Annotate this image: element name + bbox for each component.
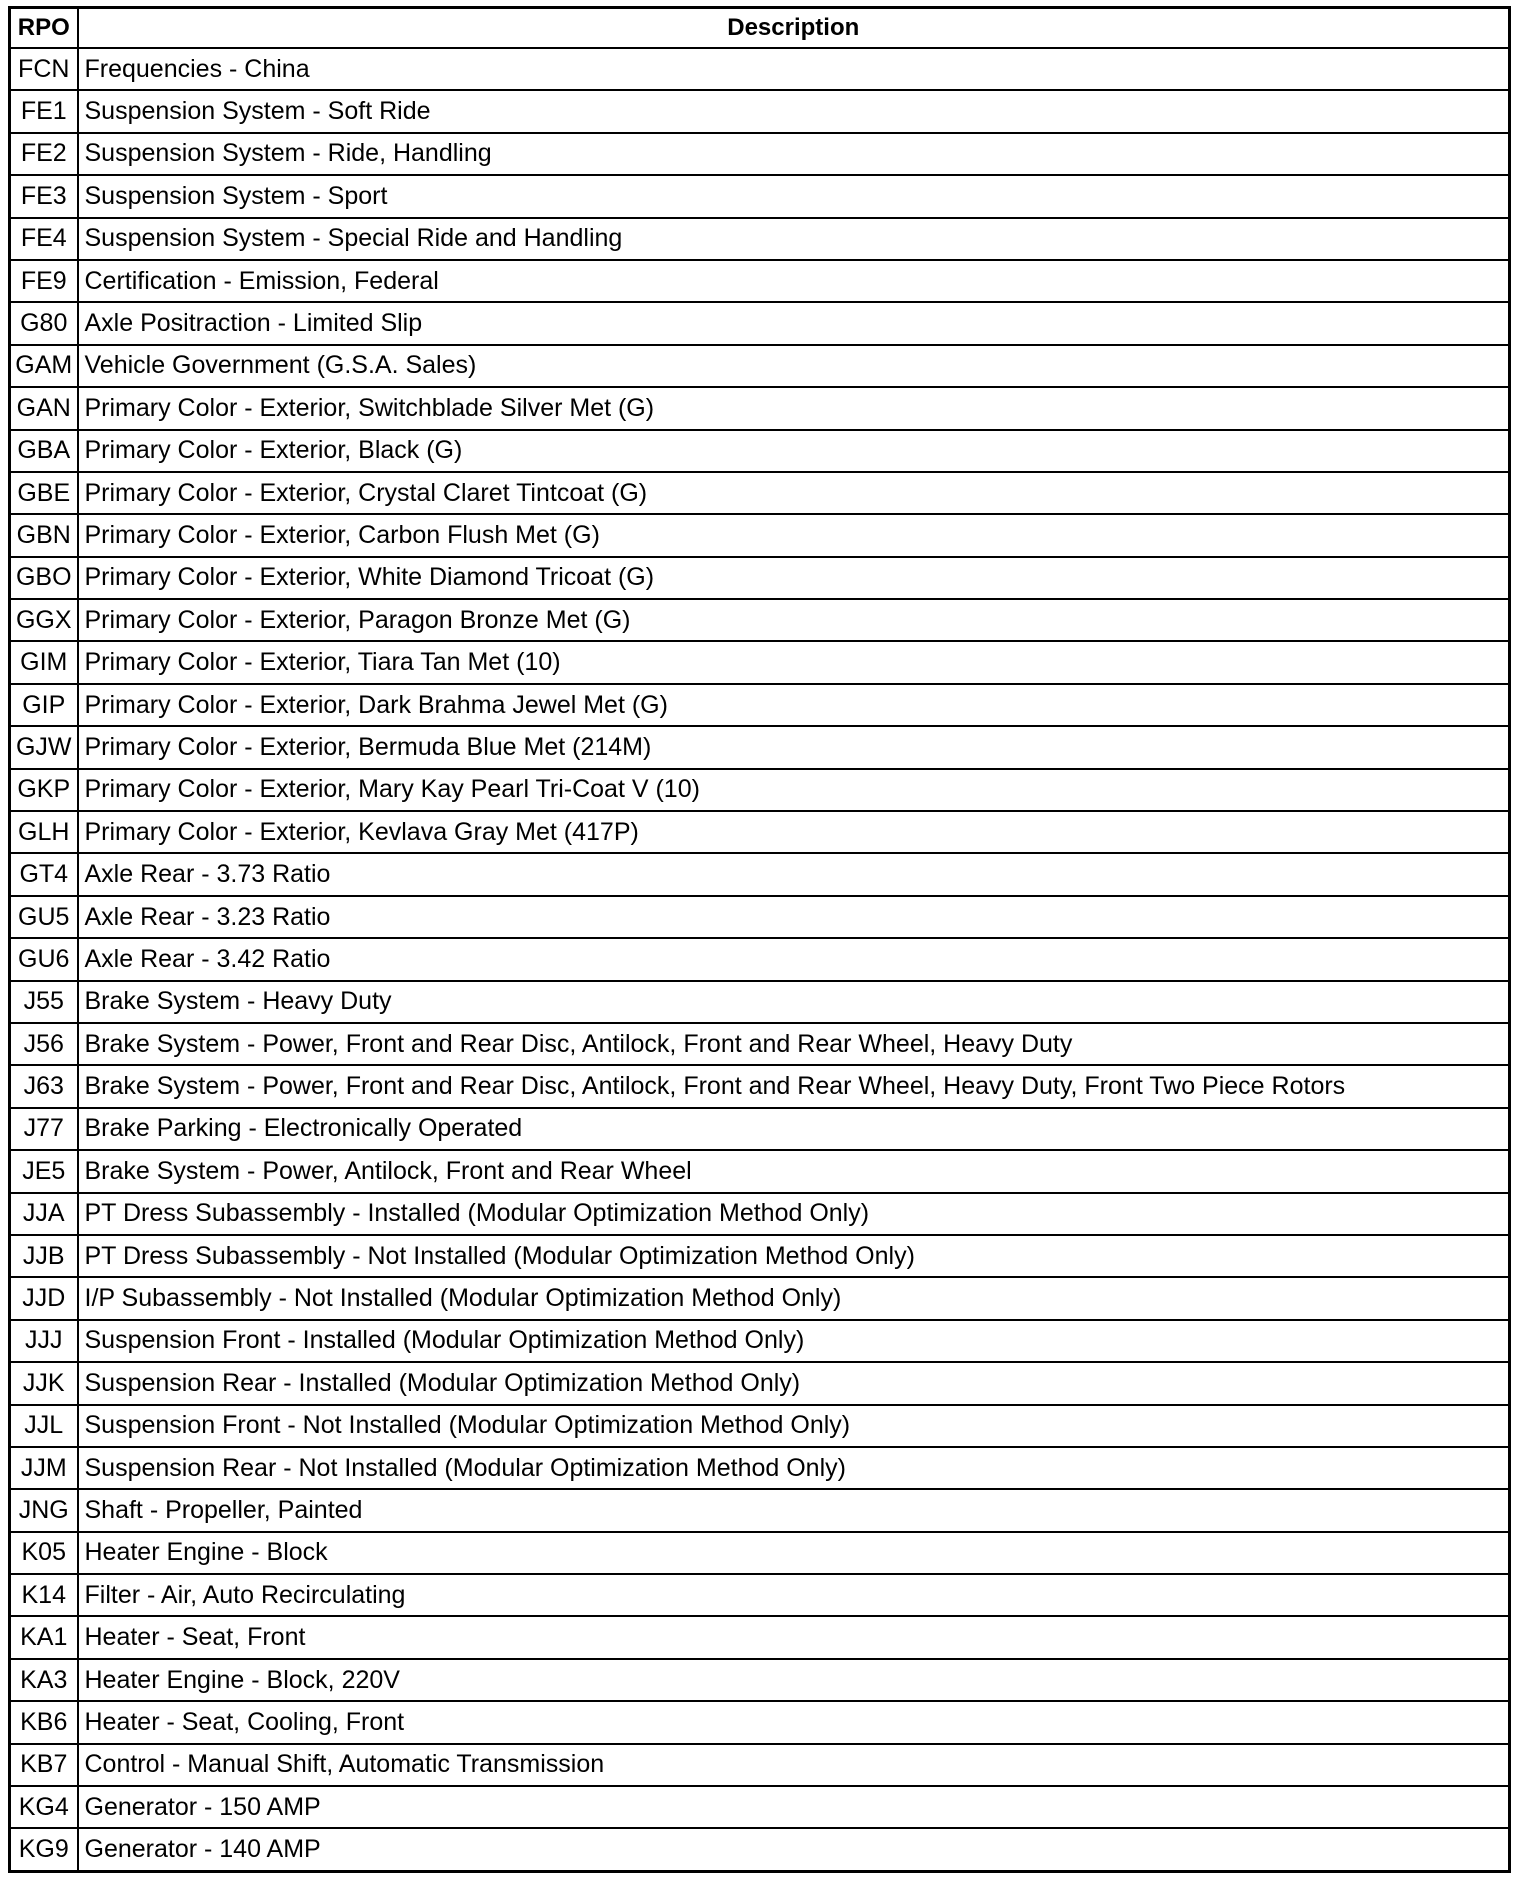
table-row (10, 811, 1510, 853)
table-row (10, 175, 1510, 217)
table-row (10, 1235, 1510, 1277)
table-row (10, 218, 1510, 260)
description-cell: Frequencies - China (78, 48, 1510, 90)
description-cell: Vehicle Government (G.S.A. Sales) (78, 345, 1510, 387)
table-row (10, 1023, 1510, 1065)
table-row (10, 302, 1510, 344)
rpo-code-cell: GT4 (10, 853, 78, 895)
table-row (10, 1065, 1510, 1107)
table-row (10, 1489, 1510, 1531)
rpo-code-cell: KA1 (10, 1616, 78, 1658)
description-cell: Generator - 140 AMP (78, 1828, 1510, 1871)
rpo-code-cell: JE5 (10, 1150, 78, 1192)
rpo-code-cell: GBE (10, 472, 78, 514)
description-cell: Primary Color - Exterior, Black (G) (78, 430, 1510, 472)
rpo-code-cell: GJW (10, 726, 78, 768)
rpo-code-cell: KG4 (10, 1786, 78, 1828)
description-cell: Suspension System - Ride, Handling (78, 133, 1510, 175)
description-cell: Axle Positraction - Limited Slip (78, 302, 1510, 344)
rpo-code-cell: FCN (10, 48, 78, 90)
description-cell: Control - Manual Shift, Automatic Transmission (78, 1744, 1510, 1786)
description-cell: Axle Rear - 3.23 Ratio (78, 896, 1510, 938)
description-cell: Suspension System - Sport (78, 175, 1510, 217)
table-row (10, 938, 1510, 980)
rpo-code-cell: FE9 (10, 260, 78, 302)
rpo-code-cell: JJA (10, 1193, 78, 1235)
table-row (10, 726, 1510, 768)
rpo-code-cell: J55 (10, 981, 78, 1023)
rpo-column-header: RPO (10, 8, 78, 49)
table-row (10, 853, 1510, 895)
table-row (10, 387, 1510, 429)
rpo-code-cell: GAM (10, 345, 78, 387)
rpo-code-cell: G80 (10, 302, 78, 344)
rpo-code-cell: FE3 (10, 175, 78, 217)
table-row (10, 641, 1510, 683)
table-row (10, 430, 1510, 472)
description-cell: Heater Engine - Block (78, 1532, 1510, 1574)
table-row (10, 90, 1510, 132)
table-row (10, 684, 1510, 726)
rpo-code-cell: GU6 (10, 938, 78, 980)
description-cell: Brake System - Power, Front and Rear Disc, Antilock, Front and Rear Wheel, Heavy Duty (78, 1023, 1510, 1065)
table-row (10, 1193, 1510, 1235)
description-cell: Brake Parking - Electronically Operated (78, 1108, 1510, 1150)
rpo-code-cell: K05 (10, 1532, 78, 1574)
description-cell: Heater Engine - Block, 220V (78, 1659, 1510, 1701)
table-row (10, 1447, 1510, 1489)
table-row (10, 1277, 1510, 1319)
description-cell: Suspension Rear - Installed (Modular Optimization Method Only) (78, 1362, 1510, 1404)
rpo-code-cell: JJL (10, 1405, 78, 1447)
rpo-code-cell: GLH (10, 811, 78, 853)
table-row (10, 981, 1510, 1023)
table-row (10, 1150, 1510, 1192)
rpo-code-cell: FE4 (10, 218, 78, 260)
table-body (10, 48, 1510, 1871)
rpo-code-cell: FE1 (10, 90, 78, 132)
rpo-code-cell: JJB (10, 1235, 78, 1277)
table-row (10, 514, 1510, 556)
table-row (10, 1320, 1510, 1362)
table-row (10, 1574, 1510, 1616)
description-cell: Axle Rear - 3.73 Ratio (78, 853, 1510, 895)
table-row (10, 1108, 1510, 1150)
description-cell: Primary Color - Exterior, Tiara Tan Met (10) (78, 641, 1510, 683)
table-row (10, 1744, 1510, 1786)
description-cell: Primary Color - Exterior, Paragon Bronze Met (G) (78, 599, 1510, 641)
table-row (10, 260, 1510, 302)
description-cell: Primary Color - Exterior, Carbon Flush Met (G) (78, 514, 1510, 556)
description-cell: Primary Color - Exterior, Dark Brahma Jewel Met (G) (78, 684, 1510, 726)
rpo-code-cell: GIM (10, 641, 78, 683)
rpo-code-cell: GKP (10, 769, 78, 811)
description-cell: PT Dress Subassembly - Not Installed (Modular Optimization Method Only) (78, 1235, 1510, 1277)
rpo-code-cell: KB6 (10, 1701, 78, 1743)
table-row (10, 1828, 1510, 1871)
table-row (10, 599, 1510, 641)
description-cell: Primary Color - Exterior, Mary Kay Pearl Tri-Coat V (10) (78, 769, 1510, 811)
description-cell: Heater - Seat, Front (78, 1616, 1510, 1658)
rpo-code-cell: KA3 (10, 1659, 78, 1701)
rpo-code-cell: GBO (10, 557, 78, 599)
rpo-code-cell: GIP (10, 684, 78, 726)
table-row (10, 896, 1510, 938)
rpo-code-cell: JJJ (10, 1320, 78, 1362)
rpo-code-cell: JNG (10, 1489, 78, 1531)
rpo-code-cell: GBN (10, 514, 78, 556)
table-row (10, 1701, 1510, 1743)
description-cell: Primary Color - Exterior, White Diamond Tricoat (G) (78, 557, 1510, 599)
description-cell: Brake System - Power, Front and Rear Disc, Antilock, Front and Rear Wheel, Heavy Duty, Front Two Piece Rotors (78, 1065, 1510, 1107)
rpo-code-cell: K14 (10, 1574, 78, 1616)
rpo-code-cell: GBA (10, 430, 78, 472)
rpo-code-cell: KB7 (10, 1744, 78, 1786)
description-cell: Certification - Emission, Federal (78, 260, 1510, 302)
table-row (10, 345, 1510, 387)
rpo-code-cell: GAN (10, 387, 78, 429)
description-cell: PT Dress Subassembly - Installed (Modular Optimization Method Only) (78, 1193, 1510, 1235)
table-row (10, 1362, 1510, 1404)
table-row (10, 1616, 1510, 1658)
description-cell: Primary Color - Exterior, Bermuda Blue Met (214M) (78, 726, 1510, 768)
rpo-code-cell: J56 (10, 1023, 78, 1065)
description-cell: Axle Rear - 3.42 Ratio (78, 938, 1510, 980)
description-cell: Brake System - Power, Antilock, Front and Rear Wheel (78, 1150, 1510, 1192)
table-row (10, 1786, 1510, 1828)
description-cell: Heater - Seat, Cooling, Front (78, 1701, 1510, 1743)
table-row (10, 1405, 1510, 1447)
table-row (10, 557, 1510, 599)
rpo-code-cell: J63 (10, 1065, 78, 1107)
description-cell: I/P Subassembly - Not Installed (Modular Optimization Method Only) (78, 1277, 1510, 1319)
table-row (10, 48, 1510, 90)
rpo-code-cell: FE2 (10, 133, 78, 175)
rpo-code-cell: JJD (10, 1277, 78, 1319)
description-cell: Shaft - Propeller, Painted (78, 1489, 1510, 1531)
rpo-code-cell: J77 (10, 1108, 78, 1150)
description-column-header: Description (78, 8, 1510, 49)
description-cell: Suspension Front - Not Installed (Modular Optimization Method Only) (78, 1405, 1510, 1447)
description-cell: Brake System - Heavy Duty (78, 981, 1510, 1023)
rpo-table (8, 6, 1511, 1873)
rpo-code-cell: JJK (10, 1362, 78, 1404)
table-row (10, 1532, 1510, 1574)
description-cell: Primary Color - Exterior, Switchblade Silver Met (G) (78, 387, 1510, 429)
table-row (10, 133, 1510, 175)
rpo-code-cell: GGX (10, 599, 78, 641)
description-cell: Suspension System - Special Ride and Handling (78, 218, 1510, 260)
table-row (10, 1659, 1510, 1701)
rpo-code-cell: KG9 (10, 1828, 78, 1871)
rpo-code-cell: JJM (10, 1447, 78, 1489)
description-cell: Filter - Air, Auto Recirculating (78, 1574, 1510, 1616)
table-row (10, 769, 1510, 811)
description-cell: Primary Color - Exterior, Crystal Claret Tintcoat (G) (78, 472, 1510, 514)
description-cell: Primary Color - Exterior, Kevlava Gray Met (417P) (78, 811, 1510, 853)
header-row (10, 8, 1510, 49)
description-cell: Suspension System - Soft Ride (78, 90, 1510, 132)
description-cell: Generator - 150 AMP (78, 1786, 1510, 1828)
description-cell: Suspension Front - Installed (Modular Optimization Method Only) (78, 1320, 1510, 1362)
table-row (10, 472, 1510, 514)
description-cell: Suspension Rear - Not Installed (Modular Optimization Method Only) (78, 1447, 1510, 1489)
rpo-code-cell: GU5 (10, 896, 78, 938)
